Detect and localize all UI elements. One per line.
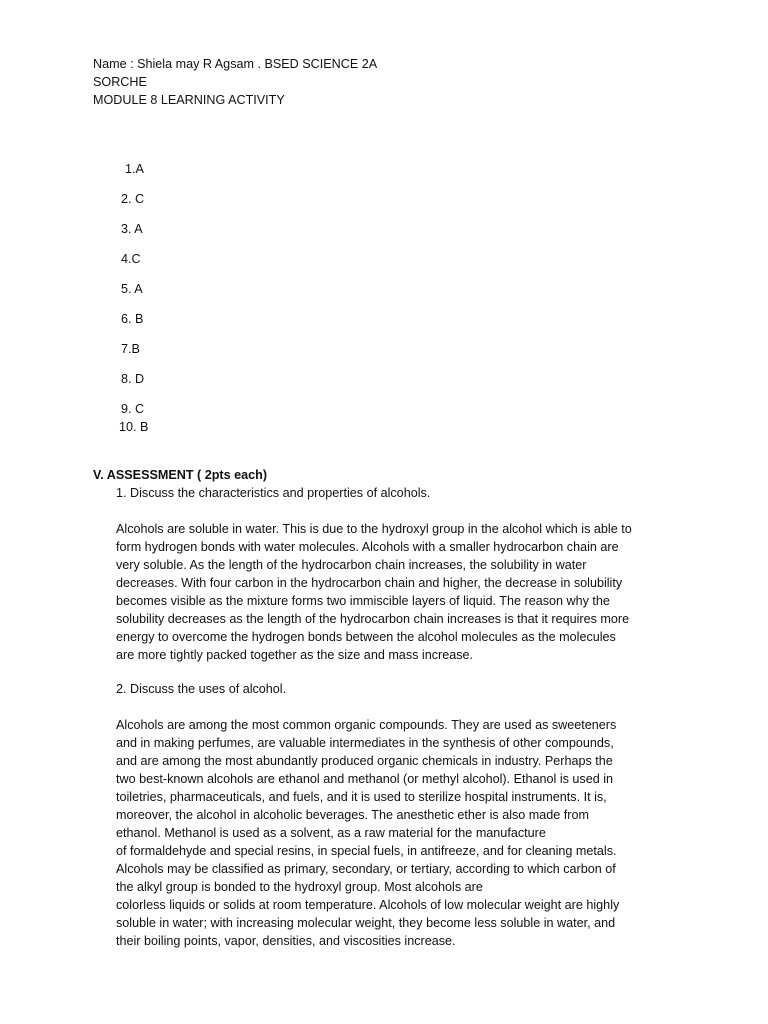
paragraph-line: toiletries, pharmaceuticals, and fuels, and it is used to sterilize hospital instruments. It is, xyxy=(116,790,607,804)
paragraph-line: Alcohols are soluble in water. This is due to the hydroxyl group in the alcohol which is able to xyxy=(116,522,632,536)
answer-6: 6. B xyxy=(121,312,144,326)
paragraph-line: energy to overcome the hydrogen bonds between the alcohol molecules as the molecules xyxy=(116,630,616,644)
paragraph-line: are more tightly packed together as the size and mass increase. xyxy=(116,648,474,662)
paragraph-line: moreover, the alcohol in alcoholic beverages. The anesthetic ether is also made from xyxy=(116,808,589,822)
paragraph-line: ethanol. Methanol is used as a solvent, as a raw material for the manufacture xyxy=(116,826,546,840)
module-title: MODULE 8 LEARNING ACTIVITY xyxy=(93,93,285,107)
paragraph-line: Alcohols may be classified as primary, secondary, or tertiary, according to which carbon of xyxy=(116,862,616,876)
answer-2-paragraph xyxy=(116,716,716,950)
paragraph-line: their boiling points, vapor, densities, and viscosities increase. xyxy=(116,934,456,948)
paragraph-line: the alkyl group is bonded to the hydroxyl group. Most alcohols are xyxy=(116,880,483,894)
paragraph-line: and are among the most abundantly produced organic chemicals in industry. Perhaps the xyxy=(116,754,613,768)
paragraph-line: and in making perfumes, are valuable intermediates in the synthesis of other compounds, xyxy=(116,736,614,750)
paragraph-line: soluble in water; with increasing molecular weight, they become less soluble in water, and xyxy=(116,916,616,930)
paragraph-line: Alcohols are among the most common organic compounds. They are used as sweeteners xyxy=(116,718,617,732)
answer-10: 10. B xyxy=(119,420,149,434)
answer-7: 7.B xyxy=(121,342,140,356)
answer-4: 4.C xyxy=(121,252,141,266)
paragraph-line: solubility decreases as the length of the hydrocarbon chain increases is that it requires more xyxy=(116,612,630,626)
paragraph-line: decreases. With four carbon in the hydrocarbon chain and higher, the decrease in solubility xyxy=(116,576,623,590)
answer-9: 9. C xyxy=(121,402,145,416)
question-1: 1. Discuss the characteristics and properties of alcohols. xyxy=(116,486,431,500)
subject-line: SORCHE xyxy=(93,75,147,89)
answer-1-paragraph xyxy=(116,520,716,664)
assessment-heading: V. ASSESSMENT ( 2pts each) xyxy=(93,468,268,482)
paragraph-line: becomes visible as the mixture forms two immiscible layers of liquid. The reason why the xyxy=(116,594,610,608)
question-2: 2. Discuss the uses of alcohol. xyxy=(116,682,287,696)
paragraph-line: colorless liquids or solids at room temperature. Alcohols of low molecular weight are highly xyxy=(116,898,620,912)
answer-5: 5. A xyxy=(121,282,143,296)
paragraph-line: two best-known alcohols are ethanol and methanol (or methyl alcohol). Ethanol is used in xyxy=(116,772,614,786)
student-name-line: Name : Shiela may R Agsam . BSED SCIENCE 2A xyxy=(93,57,378,71)
answer-2: 2. C xyxy=(121,192,145,206)
answer-8: 8. D xyxy=(121,372,145,386)
paragraph-line: of formaldehyde and special resins, in special fuels, in antifreeze, and for cleaning metals. xyxy=(116,844,617,858)
paragraph-line: form hydrogen bonds with water molecules. Alcohols with a smaller hydrocarbon chain are xyxy=(116,540,619,554)
answer-3: 3. A xyxy=(121,222,143,236)
answer-1: 1.A xyxy=(125,162,144,176)
paragraph-line: very soluble. As the length of the hydrocarbon chain increases, the solubility in water xyxy=(116,558,587,572)
